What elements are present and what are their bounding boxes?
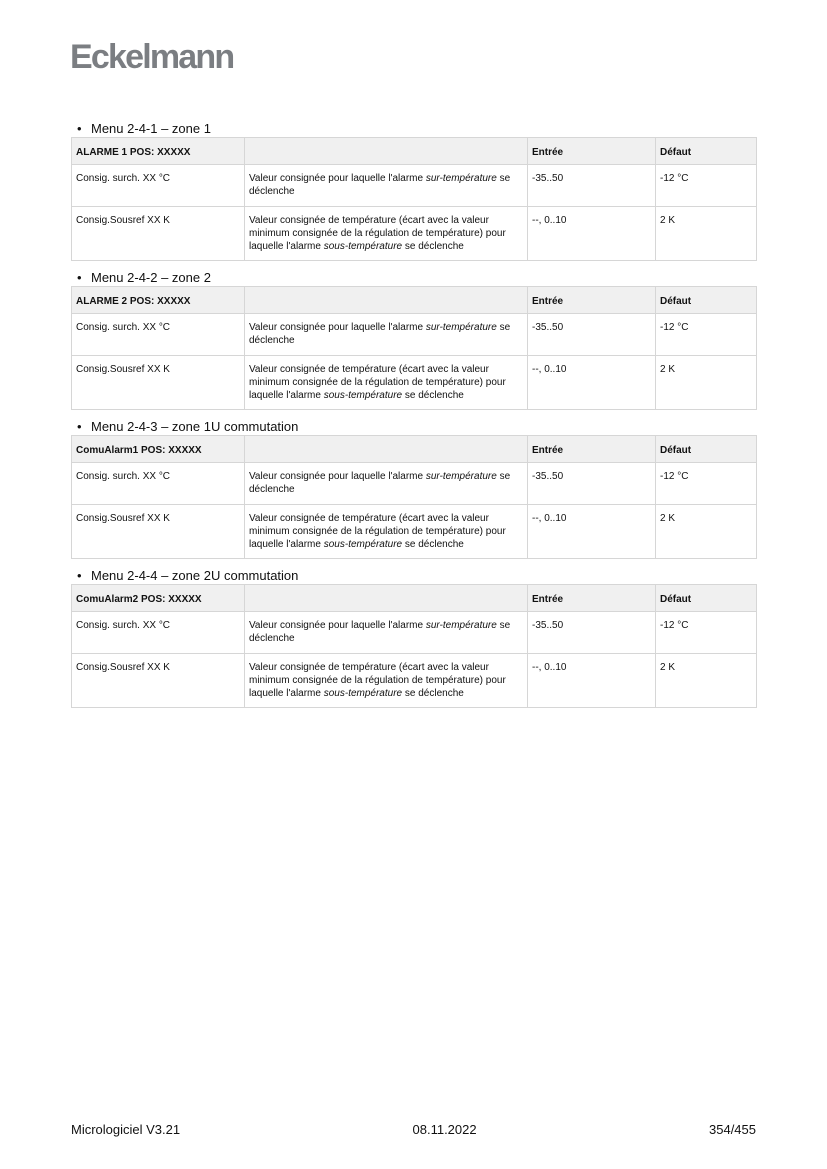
section-heading <box>71 418 756 435</box>
param-default: 2 K <box>656 207 757 261</box>
param-default: 2 K <box>656 505 757 559</box>
parameter-table <box>71 286 757 410</box>
header-description <box>245 138 528 165</box>
table-row <box>72 356 757 410</box>
param-name: Consig.Sousref XX K <box>72 505 245 559</box>
header-menu-title: ALARME 1 POS: XXXXX <box>72 138 245 165</box>
param-description: Valeur consignée de température (écart avec la valeur minimum consignée de la régulation de température) pour laquelle l'alarme sous-température se déclenche <box>245 505 528 559</box>
param-default: -12 °C <box>656 612 757 654</box>
header-entry: Entrée <box>528 585 656 612</box>
param-entry: -35..50 <box>528 165 656 207</box>
header-menu-title: ALARME 2 POS: XXXXX <box>72 287 245 314</box>
firmware-version: Micrologiciel V3.21 <box>71 1122 181 1137</box>
menu-section <box>71 120 756 261</box>
table-header-row <box>72 138 757 165</box>
param-description: Valeur consignée de température (écart avec la valeur minimum consignée de la régulation de température) pour laquelle l'alarme sous-température se déclenche <box>245 654 528 708</box>
param-name: Consig.Sousref XX K <box>72 207 245 261</box>
table-row <box>72 654 757 708</box>
param-name: Consig. surch. XX °C <box>72 463 245 505</box>
document-content <box>71 120 756 716</box>
header-default: Défaut <box>656 585 757 612</box>
param-entry: --, 0..10 <box>528 654 656 708</box>
param-entry: -35..50 <box>528 463 656 505</box>
section-heading <box>71 567 756 584</box>
menu-section <box>71 269 756 410</box>
page-footer <box>71 1122 756 1137</box>
param-name: Consig.Sousref XX K <box>72 654 245 708</box>
header-default: Défaut <box>656 436 757 463</box>
section-heading-text: Menu 2-4-3 – zone 1U commutation <box>91 418 299 434</box>
document-date: 08.11.2022 <box>412 1122 477 1137</box>
header-description <box>245 585 528 612</box>
section-heading <box>71 120 756 137</box>
param-description: Valeur consignée pour laquelle l'alarme sur-température se déclenche <box>245 612 528 654</box>
header-menu-title: ComuAlarm1 POS: XXXXX <box>72 436 245 463</box>
param-entry: --, 0..10 <box>528 356 656 410</box>
table-row <box>72 165 757 207</box>
parameter-table <box>71 435 757 559</box>
table-row <box>72 314 757 356</box>
param-name: Consig. surch. XX °C <box>72 165 245 207</box>
table-row <box>72 207 757 261</box>
bullet-icon: • <box>77 418 82 434</box>
table-header-row <box>72 585 757 612</box>
param-name: Consig. surch. XX °C <box>72 314 245 356</box>
param-default: -12 °C <box>656 463 757 505</box>
table-row <box>72 463 757 505</box>
header-description <box>245 436 528 463</box>
param-name: Consig.Sousref XX K <box>72 356 245 410</box>
param-default: 2 K <box>656 356 757 410</box>
page-number: 354/455 <box>709 1122 756 1137</box>
menu-section <box>71 418 756 559</box>
param-default: -12 °C <box>656 165 757 207</box>
param-name: Consig. surch. XX °C <box>72 612 245 654</box>
param-entry: -35..50 <box>528 612 656 654</box>
eckelmann-logo: Eckelmann <box>70 38 234 76</box>
table-header-row <box>72 287 757 314</box>
section-heading-text: Menu 2-4-2 – zone 2 <box>91 269 211 285</box>
header-menu-title: ComuAlarm2 POS: XXXXX <box>72 585 245 612</box>
table-header-row <box>72 436 757 463</box>
param-description: Valeur consignée pour laquelle l'alarme sur-température se déclenche <box>245 463 528 505</box>
section-heading-text: Menu 2-4-1 – zone 1 <box>91 120 211 136</box>
section-heading-text: Menu 2-4-4 – zone 2U commutation <box>91 567 299 583</box>
menu-section <box>71 567 756 708</box>
header-default: Défaut <box>656 138 757 165</box>
param-default: 2 K <box>656 654 757 708</box>
param-entry: --, 0..10 <box>528 207 656 261</box>
bullet-icon: • <box>77 567 82 583</box>
table-row <box>72 505 757 559</box>
param-description: Valeur consignée de température (écart avec la valeur minimum consignée de la régulation de température) pour laquelle l'alarme sous-température se déclenche <box>245 207 528 261</box>
bullet-icon: • <box>77 120 82 136</box>
param-default: -12 °C <box>656 314 757 356</box>
header-description <box>245 287 528 314</box>
param-entry: --, 0..10 <box>528 505 656 559</box>
parameter-table <box>71 137 757 261</box>
param-description: Valeur consignée de température (écart avec la valeur minimum consignée de la régulation de température) pour laquelle l'alarme sous-température se déclenche <box>245 356 528 410</box>
param-description: Valeur consignée pour laquelle l'alarme sur-température se déclenche <box>245 314 528 356</box>
header-default: Défaut <box>656 287 757 314</box>
header-entry: Entrée <box>528 138 656 165</box>
param-description: Valeur consignée pour laquelle l'alarme sur-température se déclenche <box>245 165 528 207</box>
bullet-icon: • <box>77 269 82 285</box>
section-heading <box>71 269 756 286</box>
header-entry: Entrée <box>528 436 656 463</box>
table-row <box>72 612 757 654</box>
header-entry: Entrée <box>528 287 656 314</box>
param-entry: -35..50 <box>528 314 656 356</box>
parameter-table <box>71 584 757 708</box>
